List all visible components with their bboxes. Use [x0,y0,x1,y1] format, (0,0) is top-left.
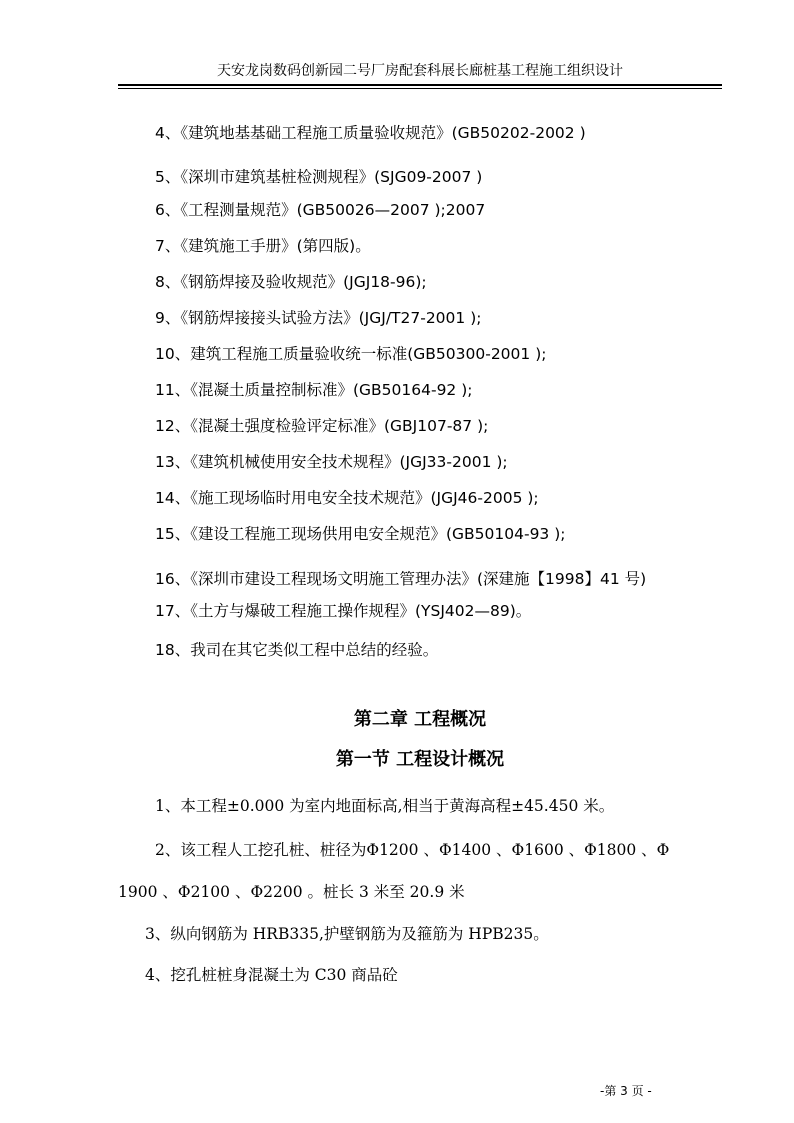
paragraph-2-line-2: 1900 、Φ2100 、Φ2200 。桩长 3 米至 20.9 米 [118,883,465,901]
section-title: 第一节 工程设计概况 [335,749,505,770]
list-item: 5、《深圳市建筑基桩检测规程》(SJG09-2007 ) [155,168,483,186]
list-item: 9、《钢筋焊接接头试验方法》(JGJ/T27-2001 ); [155,309,482,327]
list-item: 7、《建筑施工手册》(第四版)。 [155,237,371,255]
page-number: -第 3 页 - [600,1084,652,1098]
header-rule-thin [118,88,722,89]
document-header-title: 天安龙岗数码创新园二号厂房配套科展长廊桩基工程施工组织设计 [217,63,623,79]
list-item: 6、《工程测量规范》(GB50026—2007 );2007 [155,201,486,219]
paragraph-4: 4、挖孔桩桩身混凝土为 C30 商品砼 [145,966,398,984]
list-item: 15、《建设工程施工现场供用电安全规范》(GB50104-93 ); [155,525,566,543]
list-item: 13、《建筑机械使用安全技术规程》(JGJ33-2001 ); [155,453,508,471]
list-item: 12、《混凝土强度检验评定标准》(GBJ107-87 ); [155,417,489,435]
list-item: 11、《混凝土质量控制标准》(GB50164-92 ); [155,381,473,399]
list-item: 18、我司在其它类似工程中总结的经验。 [155,641,439,659]
list-item: 17、《土方与爆破工程施工操作规程》(YSJ402—89)。 [155,602,532,620]
paragraph-3: 3、纵向钢筋为 HRB335,护壁钢筋为及箍筋为 HPB235。 [145,925,549,943]
list-item: 10、建筑工程施工质量验收统一标准(GB50300-2001 ); [155,345,547,363]
list-item: 4、《建筑地基基础工程施工质量验收规范》(GB50202-2002 ) [155,124,586,142]
list-item: 16、《深圳市建设工程现场文明施工管理办法》(深建施【1998】41 号) [155,570,647,588]
chapter-title: 第二章 工程概况 [353,709,487,730]
header-rule-thick [118,84,722,86]
list-item: 14、《施工现场临时用电安全技术规范》(JGJ46-2005 ); [155,489,539,507]
paragraph-2-line-1: 2、该工程人工挖孔桩、桩径为Φ1200 、Φ1400 、Φ1600 、Φ1800 、Φ [155,841,670,859]
paragraph-1: 1、本工程±0.000 为室内地面标高,相当于黄海高程±45.450 米。 [155,797,615,815]
list-item: 8、《钢筋焊接及验收规范》(JGJ18-96); [155,273,427,291]
